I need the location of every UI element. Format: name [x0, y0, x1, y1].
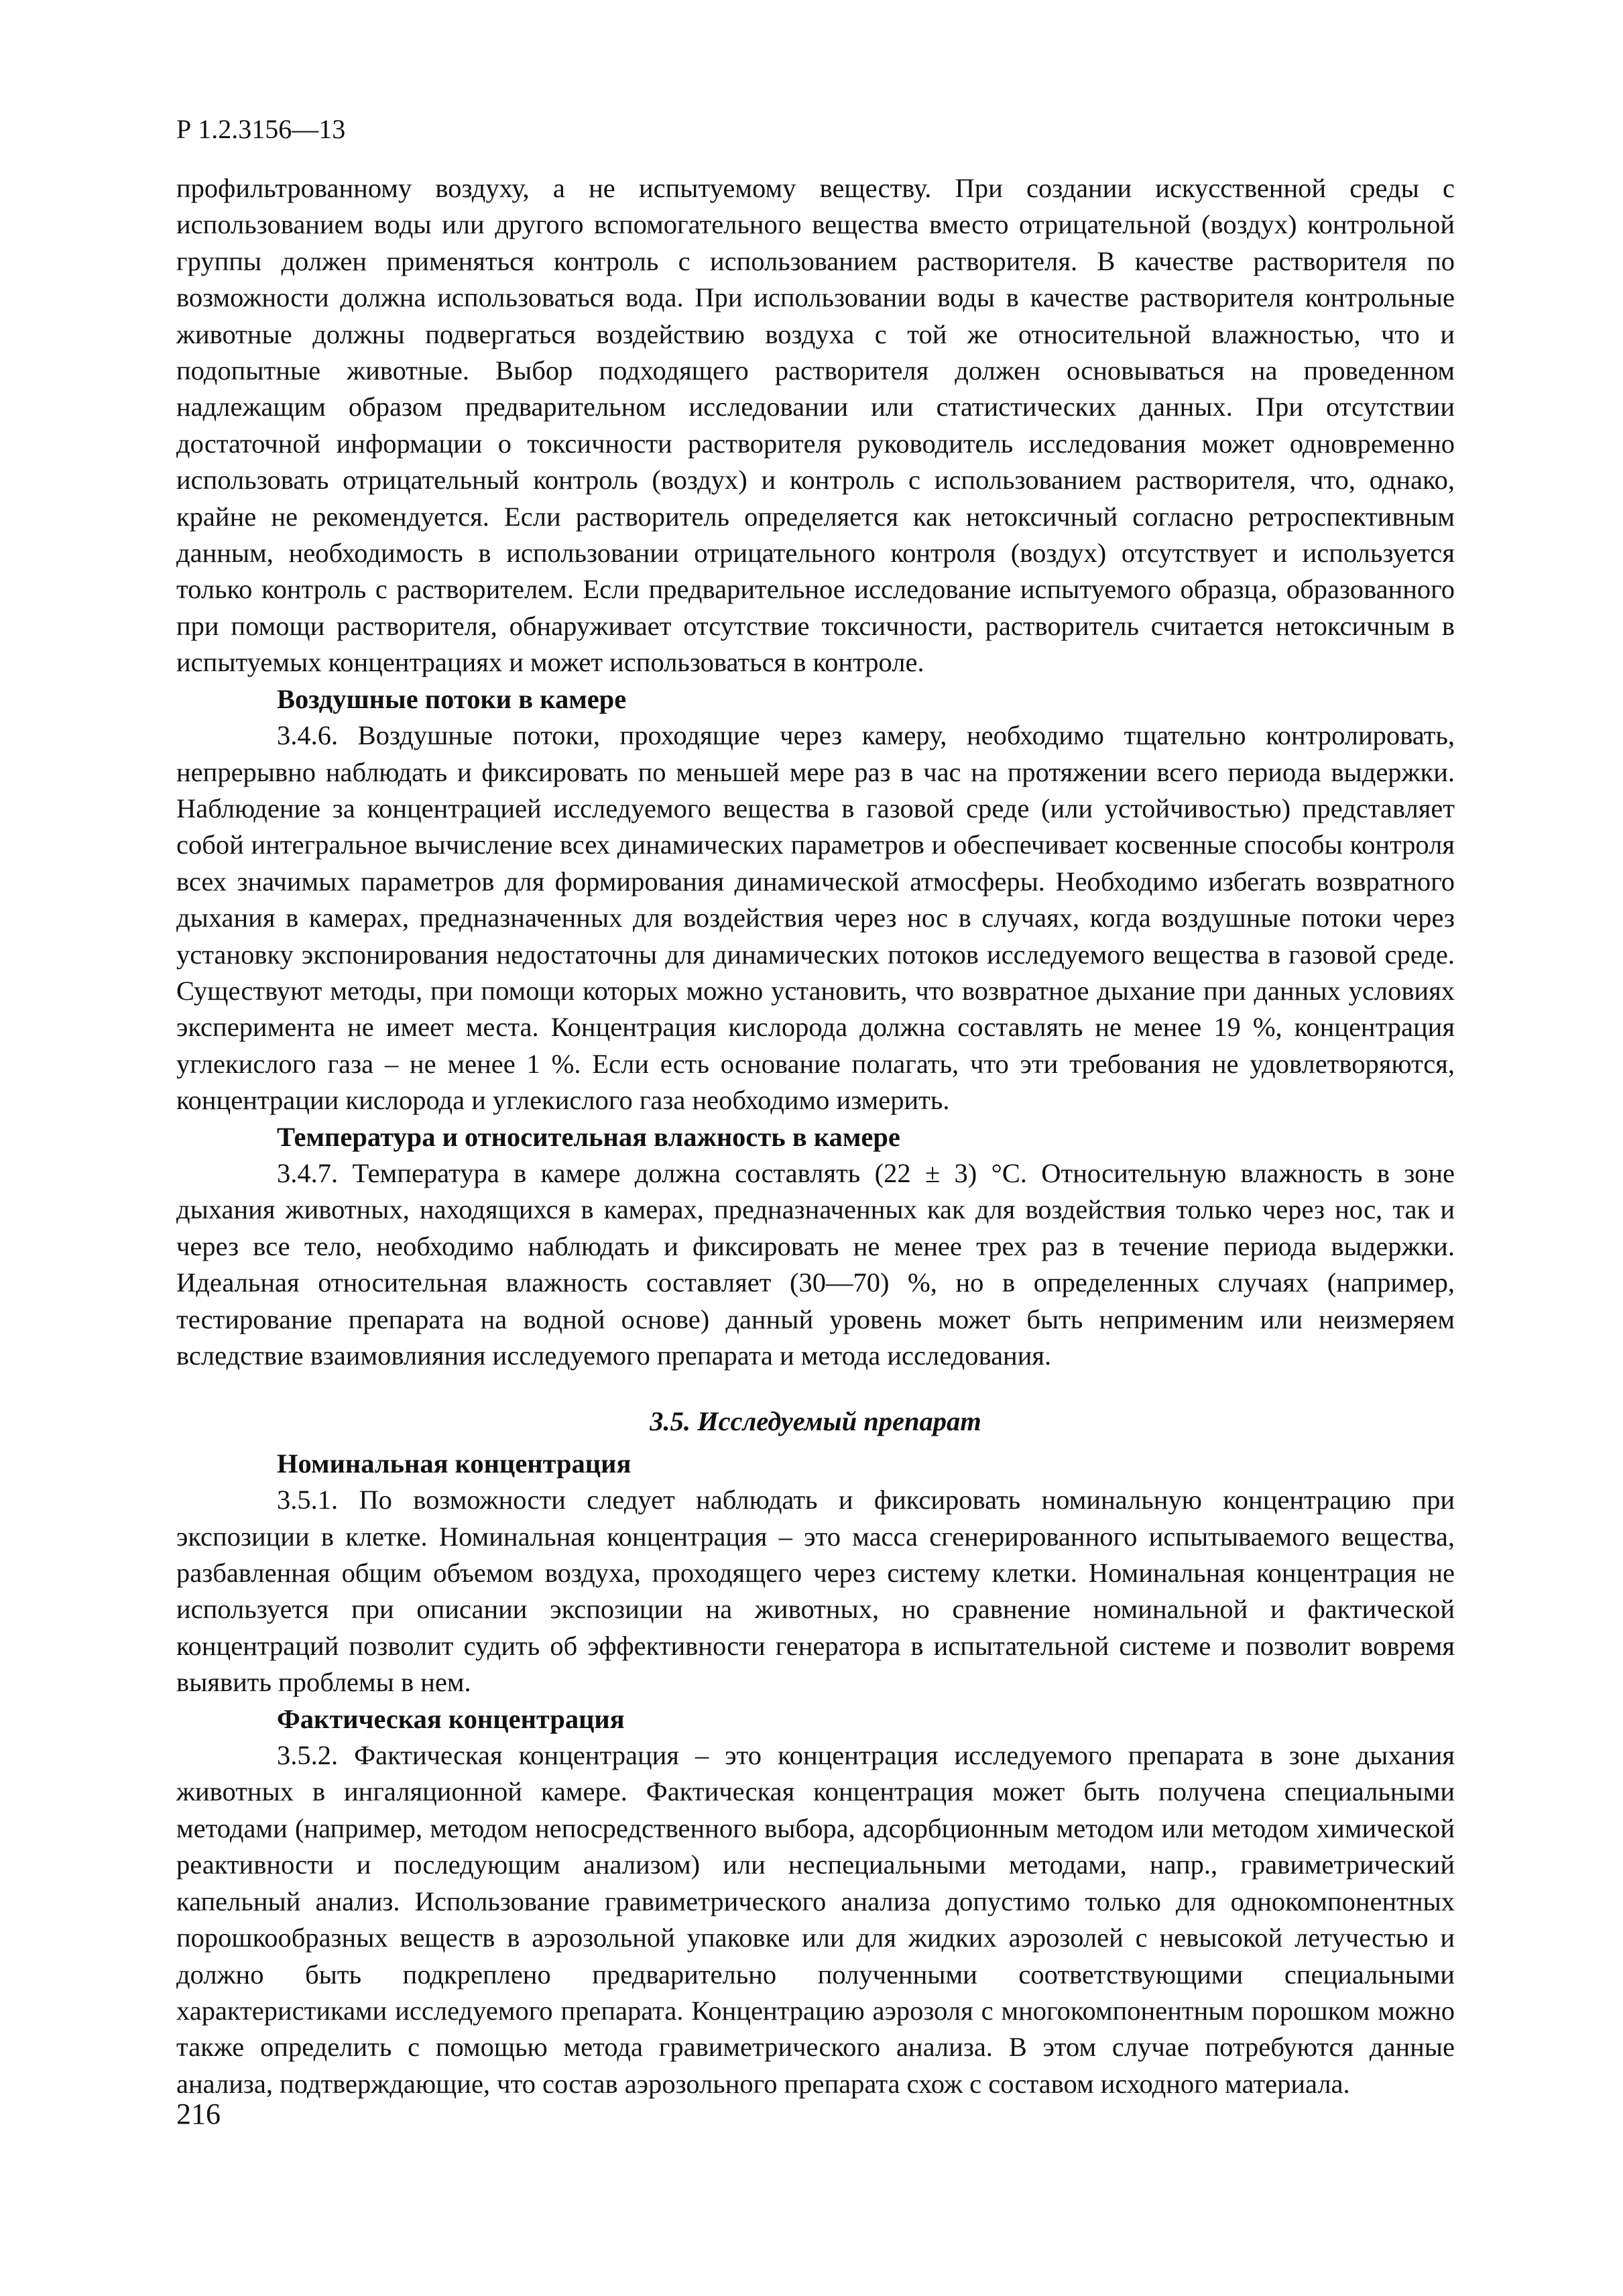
- paragraph-3-5-1: 3.5.1. По возможности следует наблюдать и фиксировать номинальную концентрацию при экспозиции в клетке. Номинальная концентрация – это масса сгенерированного испытываемого вещества, разбавленная общим объемом воздуха, проходящего через систему клетки. Номинальная концентрация не используется при описании экспозиции на животных, но сравнение номинальной и фактической концентраций позволит судить об эффективности генератора в испытательной системе и позволит вовремя выявить проблемы в нем.: [176, 1485, 1455, 1698]
- section-title-3-5: 3.5. Исследуемый препарат: [650, 1406, 981, 1437]
- page-body: [176, 170, 1455, 2102]
- document-number: Р 1.2.3156—13: [176, 114, 346, 144]
- page-number: 216: [176, 2098, 221, 2130]
- subheading-actual: Фактическая концентрация: [277, 1703, 625, 1734]
- paragraph-intro: профильтрованному воздуху, а не испытуемому веществу. При создании искусственной среды с использованием воды или другого вспомогательного вещества вместо отрицательной (воздух) контрольной группы должен применяться контроль с использованием растворителя. В качестве растворителя по возможности должна использоваться вода. При использовании воды в качестве растворителя контрольные животные должны подвергаться воздействию воздуха с той же относительной влажностью, что и подопытные животные. Выбор подходящего растворителя должен основываться на проведенном надлежащим образом предварительном исследовании или статистических данных. При отсутствии достаточной информации о токсичности растворителя руководитель исследования может одновременно использовать отрицательный контроль (воздух) и контроль с использованием растворителя, что, однако, крайне не рекомендуется. Если растворитель определяется как нетоксичный согласно ретроспективным данным, необходимость в использовании отрицательного контроля (воздух) отсутствует и используется только контроль с растворителем. Если предварительное исследование испытуемого образца, образованного при помощи растворителя, обнаруживает отсутствие токсичности, растворитель считается нетоксичным в испытуемых концентрациях и может использоваться в контроле.: [176, 173, 1455, 678]
- paragraph-3-5-2: 3.5.2. Фактическая концентрация – это концентрация исследуемого препарата в зоне дыхания животных в ингаляционной камере. Фактическая концентрация может быть получена специальными методами (например, методом непосредственного выбора, адсорбционным методом или методом химической реактивности и последующим анализом) или неспециальными методами, напр., гравиметрический капельный анализ. Использование гравиметрического анализа допустимо только для однокомпонентных порошкообразных веществ в аэрозольной упаковке или для жидких аэрозолей с невысокой летучестью и должно быть подкреплено предварительно полученными соответствующими специальными характеристиками исследуемого препарата. Концентрацию аэрозоля с многокомпонентным порошком можно также определить с помощью метода гравиметрического анализа. В этом случае потребуются данные анализа, подтверждающие, что состав аэрозольного препарата схож с составом исходного материала.: [176, 1740, 1455, 2099]
- paragraph-3-4-6: 3.4.6. Воздушные потоки, проходящие через камеру, необходимо тщательно контролировать, непрерывно наблюдать и фиксировать по меньшей мере раз в час на протяжении всего периода выдержки. Наблюдение за концентрацией исследуемого вещества в газовой среде (или устойчивостью) представляет собой интегральное вычисление всех динамических параметров и обеспечивает косвенные способы контроля всех значимых параметров для формирования динамической атмосферы. Необходимо избегать возвратного дыхания в камерах, предназначенных для воздействия через нос в случаях, когда воздушные потоки через установку экспонирования недостаточны для динамических потоков исследуемого вещества в газовой среде. Существуют методы, при помощи которых можно установить, что возвратное дыхание при данных условиях эксперимента не имеет места. Концентрация кислорода должна составлять не менее 19 %, концентрация углекислого газа – не менее 1 %. Если есть основание полагать, что эти требования не удовлетворяются, концентрации кислорода и углекислого газа необходимо измерить.: [176, 720, 1455, 1116]
- paragraph-3-4-7: 3.4.7. Температура в камере должна составлять (22 ± 3) °С. Относительную влажность в зоне дыхания животных, находящихся в камерах, предназначенных как для воздействия только через нос, так и через все тело, необходимо наблюдать и фиксировать не менее трех раз в течение периода выдержки. Идеальная относительная влажность составляет (30—70) %, но в определенных случаях (например, тестирование препарата на водной основе) данный уровень может быть неприменим или неизмеряем вследствие взаимовлияния исследуемого препарата и метода исследования.: [176, 1157, 1455, 1371]
- subheading-airflow: Воздушные потоки в камере: [277, 683, 627, 714]
- subheading-nominal: Номинальная концентрация: [277, 1448, 632, 1479]
- subheading-temperature: Температура и относительная влажность в камере: [277, 1121, 900, 1152]
